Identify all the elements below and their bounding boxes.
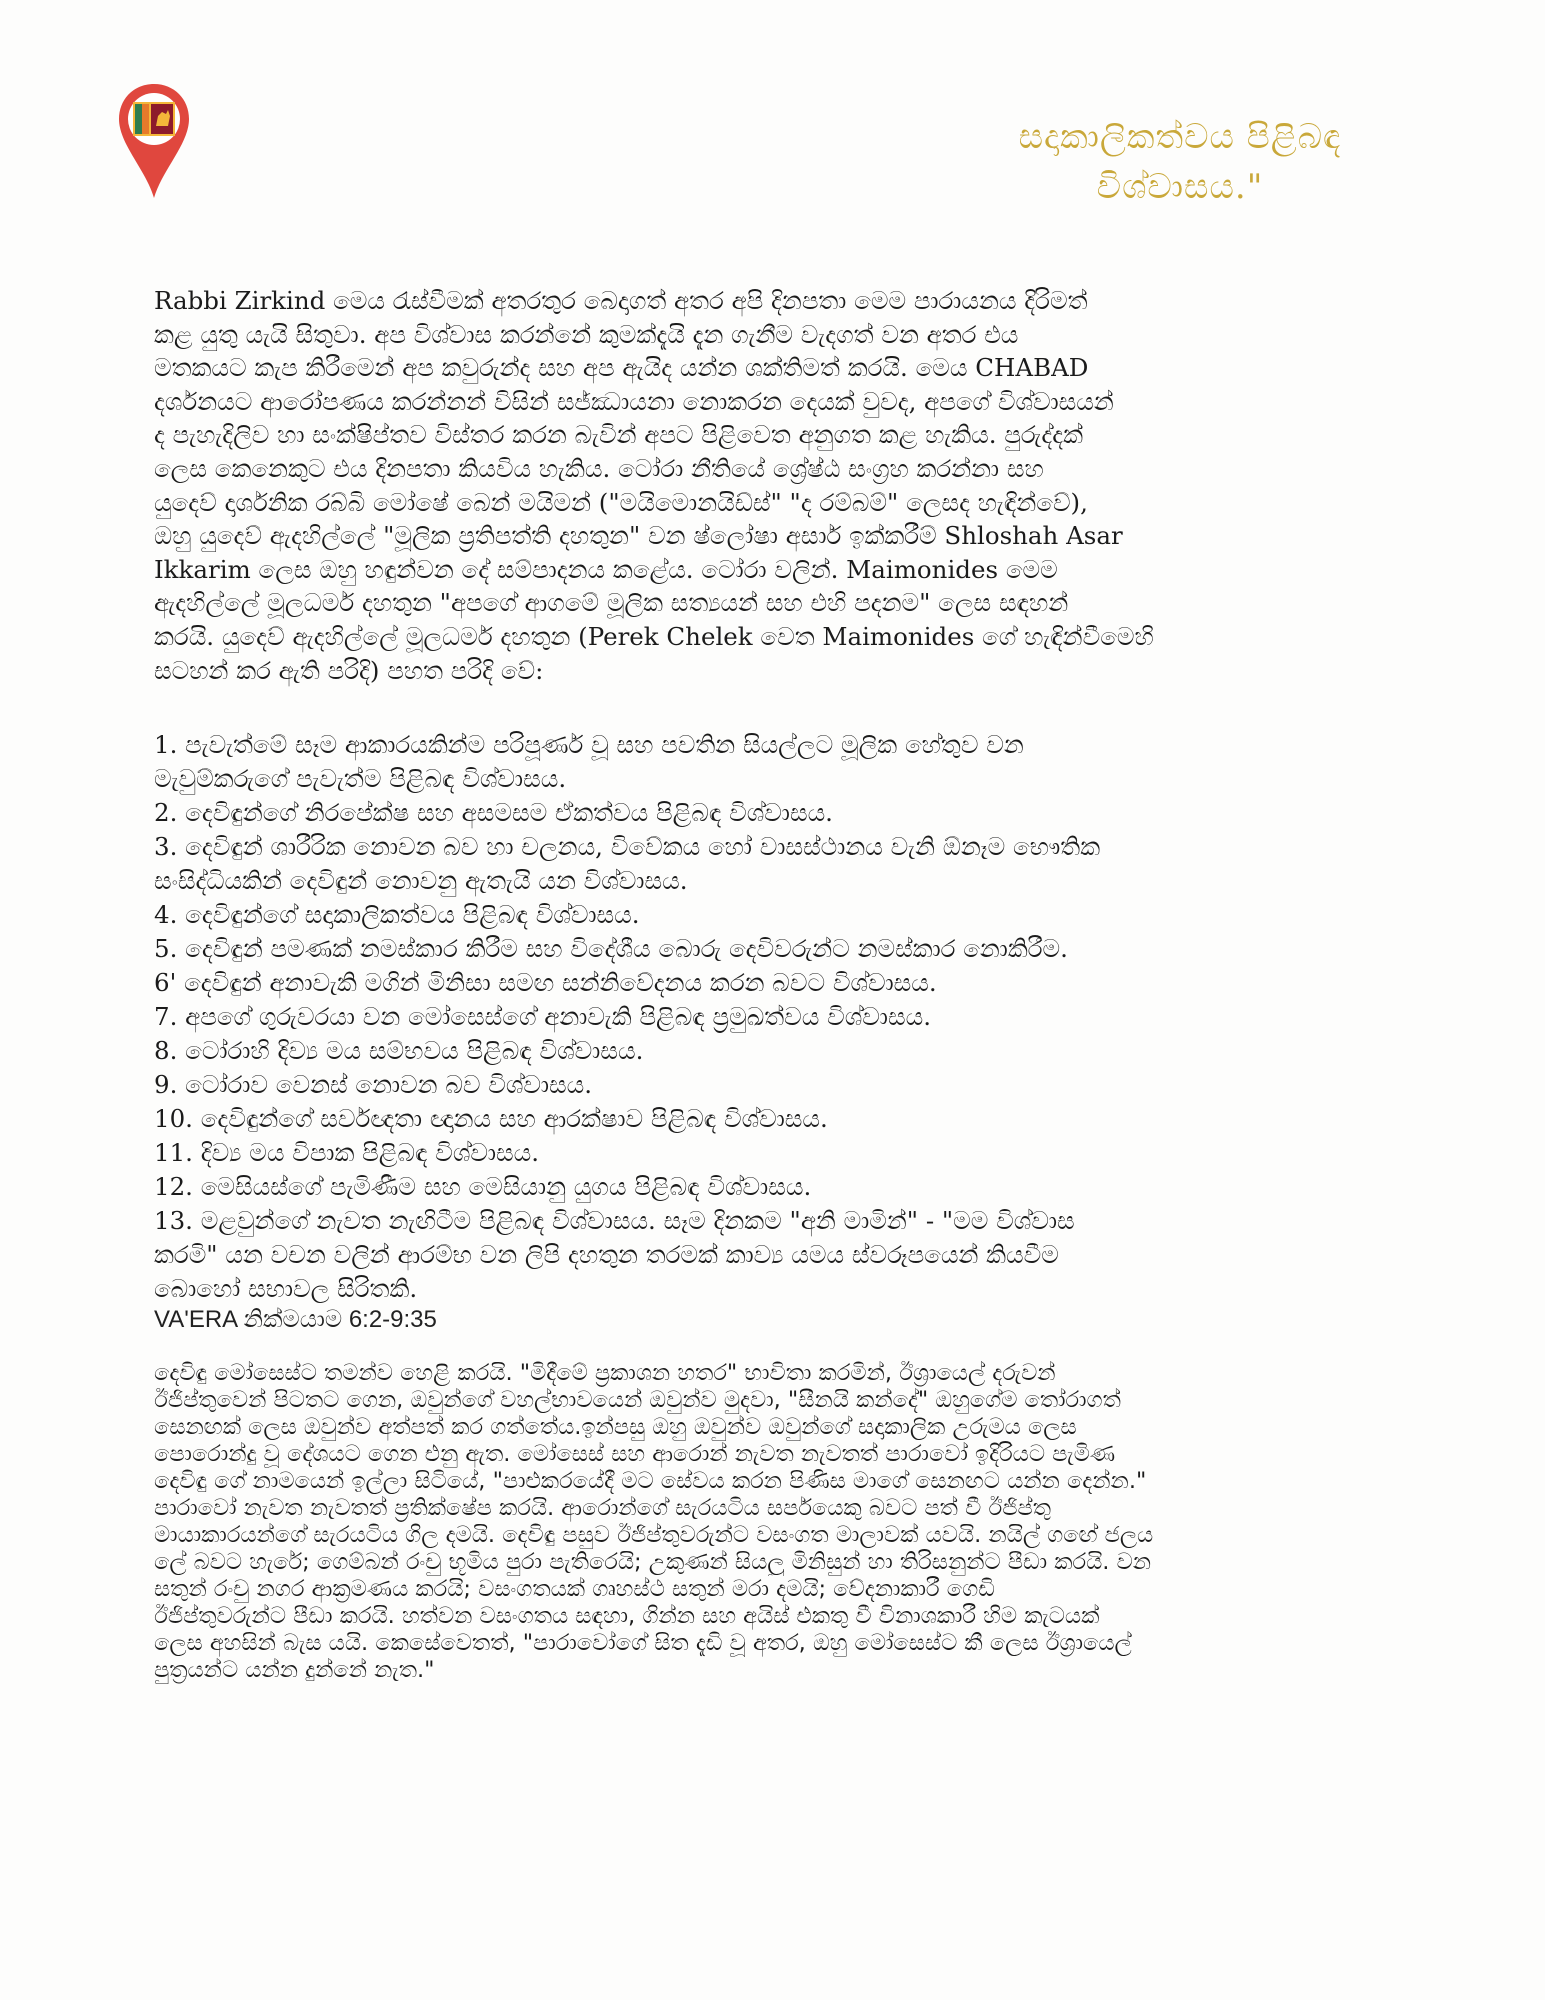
- intro-line: ලෙස කෙනෙකුට එය දිනපතා කියවිය හැකිය. ටෝරා නීතියේ ශ්‍රේෂ්ඨ සංග්‍රහ කරන්නා සහ: [154, 453, 1044, 483]
- portion-line: සතුන් රංචු නගර ආක්‍රමණය කරයි; වසංගතයක් ගෘහස්ථ සතුන් මරා දමයි; වේදනාකාරී ගෙඩි: [154, 1576, 995, 1602]
- principle-item: 13. මළවුන්ගේ නැවත නැඟිටීම පිළිබඳ විශ්වාසය. සෑම දිනකම "අනි මාමින්" - "මම විශ්වාස: [154, 1206, 1075, 1235]
- principle-item: 3. දෙවිඳුන් ශාරීරික නොවන බව හා චලනය, විවේකය හෝ වාසස්ථානය වැනි ඕනෑම භෞතික: [154, 832, 1101, 861]
- portion-line: ඊජිප්තුවරුන්ට පීඩා කරයි. හත්වන වසංගතය සඳහා, ගින්න සහ අයිස් එකතු වී විනාශකාරී හිම කැටයක්: [154, 1603, 1100, 1629]
- principle-item: 4. දෙවිඳුන්ගේ සදාකාලිකත්වය පිළිබඳ විශ්වාසය.: [154, 900, 640, 929]
- header-title: [960, 112, 1400, 212]
- principle-item: 10. දෙවිඳුන්ගේ සර්වඥතා ඥානය සහ ආරක්ෂාව පිළිබඳ විශ්වාසය.: [154, 1104, 828, 1133]
- portion-line: ඊජිප්තුවෙන් පිටතට ගෙන, ඔවුන්ගේ වහල්භාවයෙන් ඔවුන්ව මුදවා, "සීනයි කන්දේ" ඔහුගේම තෝරාගත්: [154, 1387, 1121, 1413]
- principle-item: 2. දෙවිඳුන්ගේ නිරපේක්ෂ සහ අසමසම ඒකත්වය පිළිබඳ විශ්වාසය.: [154, 798, 833, 827]
- portion-line: පුත්‍රයන්ට යන්න දුන්නේ නැත.": [154, 1657, 435, 1683]
- header-title-line-1: සදාකාලිකත්වය පිළිබඳ: [1018, 117, 1342, 157]
- principle-item: 12. මෙසියස්ගේ පැමිණීම සහ මෙසියානු යුගය පිළිබඳ විශ්වාසය.: [154, 1172, 812, 1201]
- intro-line: ඇදහිල්ලේ මූලධර්ම දහතුන "අපගේ ආගමේ මූලික සත්‍යයන් සහ එහි පදනම" ලෙස සඳහන්: [154, 588, 1069, 618]
- portion-line: දෙවිඳු ගේ නාමයෙන් ඉල්ලා සිටියේ, "පාළුකරයේදී මට සේවය කරන පිණිස මාගේ සෙනඟට යන්න දෙන්න.": [154, 1468, 1147, 1494]
- principle-item: කරමි" යන වචන වලින් ආරම්භ වන ලිපි දහතුන තරමක් කාව්‍ය යමය ස්වරූපයෙන් කියවීම: [154, 1240, 1059, 1269]
- principle-item: 7. අපගේ ගුරුවරයා වන මෝසෙස්ගේ අනාවැකි පිළිබඳ ප්‍රමුඛත්වය විශ්වාසය.: [154, 1002, 931, 1031]
- sri-lanka-flag-icon: [133, 102, 175, 136]
- principles-list: [154, 728, 1384, 1306]
- portion-summary-paragraph: [154, 1360, 1384, 1684]
- principle-item: සංසිද්ධියකින් දෙවිඳුන් නොවනු ඇතැයි යන විශ්වාසය.: [154, 866, 688, 895]
- portion-line: ලේ බවට හැරේ; ගෙම්බන් රංචු භූමිය පුරා පැතිරෙයි; උකුණන් සියලු මිනිසුන් හා තිරිසනුන්ට පීඩා කරයි. වන: [154, 1549, 1152, 1575]
- intro-line: සටහන් කර ඇති පරිදි) පහත පරිදි වේ:: [154, 655, 544, 685]
- sri-lanka-location-pin-logo: [116, 82, 192, 200]
- portion-line: දෙවිඳු මෝසෙස්ට තමන්ව හෙළි කරයි. "මිදීමේ ප්‍රකාශන හතර" භාවිතා කරමින්, ඊශ්‍රායෙල් දරුවන්: [154, 1360, 1056, 1386]
- principle-item: බොහෝ සභාවල සිරිතකි.: [154, 1274, 418, 1303]
- principle-item: 11. දිව්‍ය මය විපාක පිළිබඳ විශ්වාසය.: [154, 1138, 540, 1167]
- torah-portion-reference: VA'ERA නික්මයාම 6:2-9:35: [154, 1306, 437, 1333]
- principle-item: 8. ටෝරාහි දිව්‍ය මය සම්භවය පිළිබඳ විශ්වාසය.: [154, 1036, 644, 1065]
- intro-line: දර්ශනයට ආරෝපණය කරන්නන් විසින් සජ්ඣායනා නොකරන දෙයක් වුවද, අපගේ විශ්වාසයන්: [154, 386, 1114, 416]
- portion-line: පාරාවෝ නැවත නැවතත් ප්‍රතික්ෂේප කරයි. ආරොන්ගේ සැරයටිය සර්පයෙකු බවට පත් වී ඊජිප්තු: [154, 1495, 1051, 1521]
- intro-line: කරයි. යුදෙව් ඇදහිල්ලේ මූලධර්ම දහතුන (Perek Chelek වෙත Maimonides ගේ හැඳින්වීමෙහි: [154, 621, 1154, 651]
- principle-item: 1. පැවැත්මේ සෑම ආකාරයකින්ම පරිපූර්ණ වූ සහ පවතින සියල්ලට මූලික හේතුව වන: [154, 730, 1024, 759]
- intro-line: මතකයට කැප කිරීමෙන් අප කවුරුන්ද සහ අප ඇයිද යන්න ශක්තිමත් කරයි. මෙය CHABAD: [154, 353, 1089, 383]
- intro-line: ද පැහැදිලිව හා සංක්ෂිප්තව විස්තර කරන බැවින් අපට පිළිවෙත අනුගත කළ හැකිය. පුරුද්දක්: [154, 420, 1084, 450]
- intro-paragraph: [154, 284, 1384, 687]
- principle-item: 6' දෙවිඳුන් අනාවැකි මගින් මිනිසා සමඟ සන්නිවේදනය කරන බවට විශ්වාසය.: [154, 968, 937, 997]
- map-pin-icon: [116, 82, 192, 200]
- principle-item: 9. ටෝරාව වෙනස් නොවන බව විශ්වාසය.: [154, 1070, 593, 1099]
- portion-line: ලෙස අහසින් බැස යයි. කෙසේවෙතත්, "පාරාවෝගේ සිත දැඩි වූ අතර, ඔහු මෝසෙස්ට කී ලෙස ඊශ්‍රායෙල්: [154, 1630, 1132, 1656]
- intro-line: ඔහු යුදෙව් ඇදහිල්ලේ "මූලික ප්‍රතිපත්ති දහතුන" වන ෂ්ලෝෂා අසාර් ඉක්කරීම් Shloshah Asar: [154, 521, 1123, 551]
- portion-line: පොරොන්දු වූ දේශයට ගෙන එනු ඇත. මෝසෙස් සහ ආරොන් නැවත නැවතත් පාරාවෝ ඉදිරියට පැමිණ: [154, 1441, 1116, 1467]
- portion-line: මායාකාරයන්ගේ සැරයටිය ගිල දමයි. දෙවිඳු පසුව ඊජිප්තුවරුන්ට වසංගත මාලාවක් යවයි. නයිල් ගඟේ ජලය: [154, 1522, 1154, 1548]
- portion-line: සෙනඟක් ලෙස ඔවුන්ව අත්පත් කර ගත්තේය.ඉන්පසු ඔහු ඔවුන්ව ඔවුන්ගේ සදාකාලික උරුමය ලෙස: [154, 1414, 1077, 1440]
- header-title-line-2: විශ්වාසය.": [1096, 167, 1264, 207]
- principle-item: මැවුම්කරුගේ පැවැත්ම පිළිබඳ විශ්වාසය.: [154, 764, 567, 793]
- intro-line: යුදෙව් දාර්ශනික රබ්බි මෝෂේ බෙන් මයිමන් ("මයිමොනයිඩ්ස්" "ද රම්බම්" ලෙසද හැඳින්වේ),: [154, 487, 1088, 517]
- intro-line: Rabbi Zirkind මෙය රැස්වීමක් අතරතුර බෙදාගත් අතර අපි දිනපතා මෙම පාරායනය දිරිමත්: [154, 286, 1088, 315]
- intro-line: කළ යුතු යැයි සිතුවා. අප විශ්වාස කරන්නේ කුමක්දැයි දැන ගැනීම වැදගත් වන අතර එය: [154, 319, 1019, 349]
- intro-line: Ikkarim ලෙස ඔහු හඳුන්වන දේ සම්පාදනය කළේය. ටෝරා වලින්. Maimonides මෙම: [154, 554, 1058, 584]
- principle-item: 5. දෙවිඳුන් පමණක් නමස්කාර කිරීම සහ විදේශීය බොරු දෙවිවරුන්ට නමස්කාර නොකිරීම.: [154, 934, 1068, 963]
